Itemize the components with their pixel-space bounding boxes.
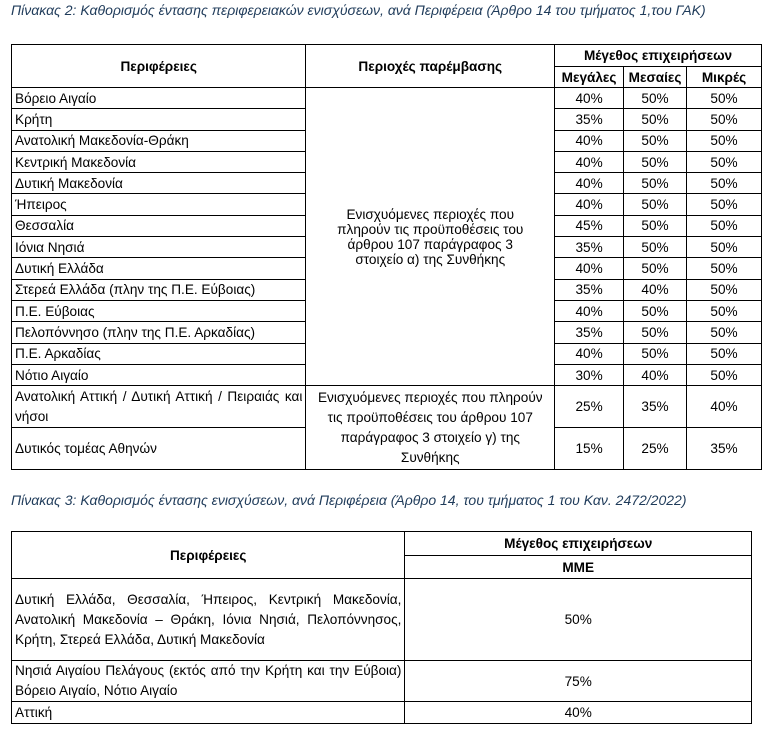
header-size: Μέγεθος επιχειρήσεων	[555, 45, 762, 67]
small-value: 40%	[687, 386, 762, 428]
large-value: 40%	[555, 194, 624, 215]
medium-value: 50%	[624, 343, 687, 364]
small-value: 50%	[687, 130, 762, 151]
header-areas: Περιοχές παρέμβασης	[306, 45, 555, 88]
large-value: 35%	[555, 322, 624, 343]
table1-caption: Πίνακας 2: Καθορισμός έντασης περιφερειακών ενισχύσεων, ανά Περιφέρεια (Άρθρο 14 του τμήματος 1,του ΓΑΚ)	[11, 2, 706, 18]
small-value: 50%	[687, 279, 762, 300]
region-cell: Ήπειρος	[12, 194, 306, 215]
header-large: Μεγάλες	[555, 67, 624, 88]
region-cell: Νότιο Αιγαίο	[12, 364, 306, 385]
small-value: 50%	[687, 194, 762, 215]
area-cell: Ενισχυόμενες περιοχές που πληρούν τις προϋποθέσεις του άρθρου 107 παράγραφος 3 στοιχείο γ) της Συνθήκης	[306, 386, 555, 470]
large-value: 40%	[555, 300, 624, 321]
sme-value: 50%	[405, 579, 752, 661]
table2-caption: Πίνακας 3: Καθορισμός έντασης ενισχύσεων, ανά Περιφέρεια (Άρθρο 14, του τμήματος 1 του Καν. 2472/2022)	[11, 492, 687, 508]
region-cell: Π.Ε. Αρκαδίας	[12, 343, 306, 364]
header-medium: Μεσαίες	[624, 67, 687, 88]
t2-header-size: Μέγεθος επιχειρήσεων	[405, 532, 752, 556]
region-cell: Θεσσαλία	[12, 215, 306, 236]
small-value: 50%	[687, 300, 762, 321]
medium-value: 50%	[624, 130, 687, 151]
region-cell: Ανατολική Αττική / Δυτική Αττική / Πειραιάς και νήσοι	[12, 386, 306, 428]
large-value: 40%	[555, 343, 624, 364]
medium-value: 50%	[624, 194, 687, 215]
large-value: 40%	[555, 151, 624, 172]
large-value: 40%	[555, 258, 624, 279]
medium-value: 25%	[624, 428, 687, 470]
table-row	[12, 88, 762, 109]
medium-value: 50%	[624, 258, 687, 279]
header-regions: Περιφέρειες	[12, 45, 306, 88]
medium-value: 50%	[624, 300, 687, 321]
region-cell: Δυτικός τομέας Αθηνών	[12, 428, 306, 470]
table-row	[12, 702, 752, 724]
region-cell: Κρήτη	[12, 109, 306, 130]
large-value: 25%	[555, 386, 624, 428]
large-value: 35%	[555, 237, 624, 258]
large-value: 40%	[555, 130, 624, 151]
medium-value: 50%	[624, 215, 687, 236]
medium-value: 40%	[624, 364, 687, 385]
small-value: 50%	[687, 343, 762, 364]
sme-value: 75%	[405, 661, 752, 702]
small-value: 50%	[687, 258, 762, 279]
medium-value: 50%	[624, 173, 687, 194]
table-row	[12, 661, 752, 702]
small-value: 50%	[687, 322, 762, 343]
region-cell: Π.Ε. Εύβοιας	[12, 300, 306, 321]
medium-value: 35%	[624, 386, 687, 428]
region-cell: Ανατολική Μακεδονία-Θράκη	[12, 130, 306, 151]
header-small: Μικρές	[687, 67, 762, 88]
small-value: 35%	[687, 428, 762, 470]
table-row	[12, 386, 762, 428]
small-value: 50%	[687, 173, 762, 194]
region-cell: Νησιά Αιγαίου Πελάγους (εκτός από την Κρήτη και την Εύβοια) Βόρειο Αιγαίο, Νότιο Αιγαίο	[12, 661, 405, 702]
region-cell: Βόρειο Αιγαίο	[12, 88, 306, 109]
region-cell: Ιόνια Νησιά	[12, 237, 306, 258]
region-cell: Κεντρική Μακεδονία	[12, 151, 306, 172]
medium-value: 50%	[624, 109, 687, 130]
table-row	[12, 579, 752, 661]
small-value: 50%	[687, 364, 762, 385]
large-value: 15%	[555, 428, 624, 470]
large-value: 40%	[555, 173, 624, 194]
region-cell: Αττική	[12, 702, 405, 724]
region-cell: Δυτική Μακεδονία	[12, 173, 306, 194]
medium-value: 50%	[624, 322, 687, 343]
large-value: 30%	[555, 364, 624, 385]
medium-value: 50%	[624, 151, 687, 172]
region-cell: Πελοπόννησο (πλην της Π.Ε. Αρκαδίας)	[12, 322, 306, 343]
small-value: 50%	[687, 109, 762, 130]
small-value: 50%	[687, 151, 762, 172]
area-cell: Ενισχυόμενες περιοχές που πληρούν τις προϋποθέσεις του άρθρου 107 παράγραφος 3 στοιχείο α) της Συνθήκης	[306, 88, 555, 386]
regional-aid-table	[11, 44, 762, 470]
large-value: 35%	[555, 279, 624, 300]
large-value: 45%	[555, 215, 624, 236]
large-value: 40%	[555, 88, 624, 109]
sme-value: 40%	[405, 702, 752, 724]
region-cell: Δυτική Ελλάδα, Θεσσαλία, Ήπειρος, Κεντρική Μακεδονία, Ανατολική Μακεδονία – Θράκη, Ιόνια Νησιά, Πελοπόννησος, Κρήτη, Στερεά Ελλάδα, Δυτική Μακεδονία	[12, 579, 405, 661]
region-cell: Δυτική Ελλάδα	[12, 258, 306, 279]
region-cell: Στερεά Ελλάδα (πλην της Π.Ε. Εύβοιας)	[12, 279, 306, 300]
t2-header-regions: Περιφέρειες	[12, 532, 405, 579]
medium-value: 50%	[624, 88, 687, 109]
large-value: 35%	[555, 109, 624, 130]
small-value: 50%	[687, 215, 762, 236]
medium-value: 50%	[624, 237, 687, 258]
small-value: 50%	[687, 88, 762, 109]
medium-value: 40%	[624, 279, 687, 300]
sme-aid-table	[11, 531, 752, 724]
t2-header-sme: ΜΜΕ	[405, 556, 752, 579]
small-value: 50%	[687, 237, 762, 258]
